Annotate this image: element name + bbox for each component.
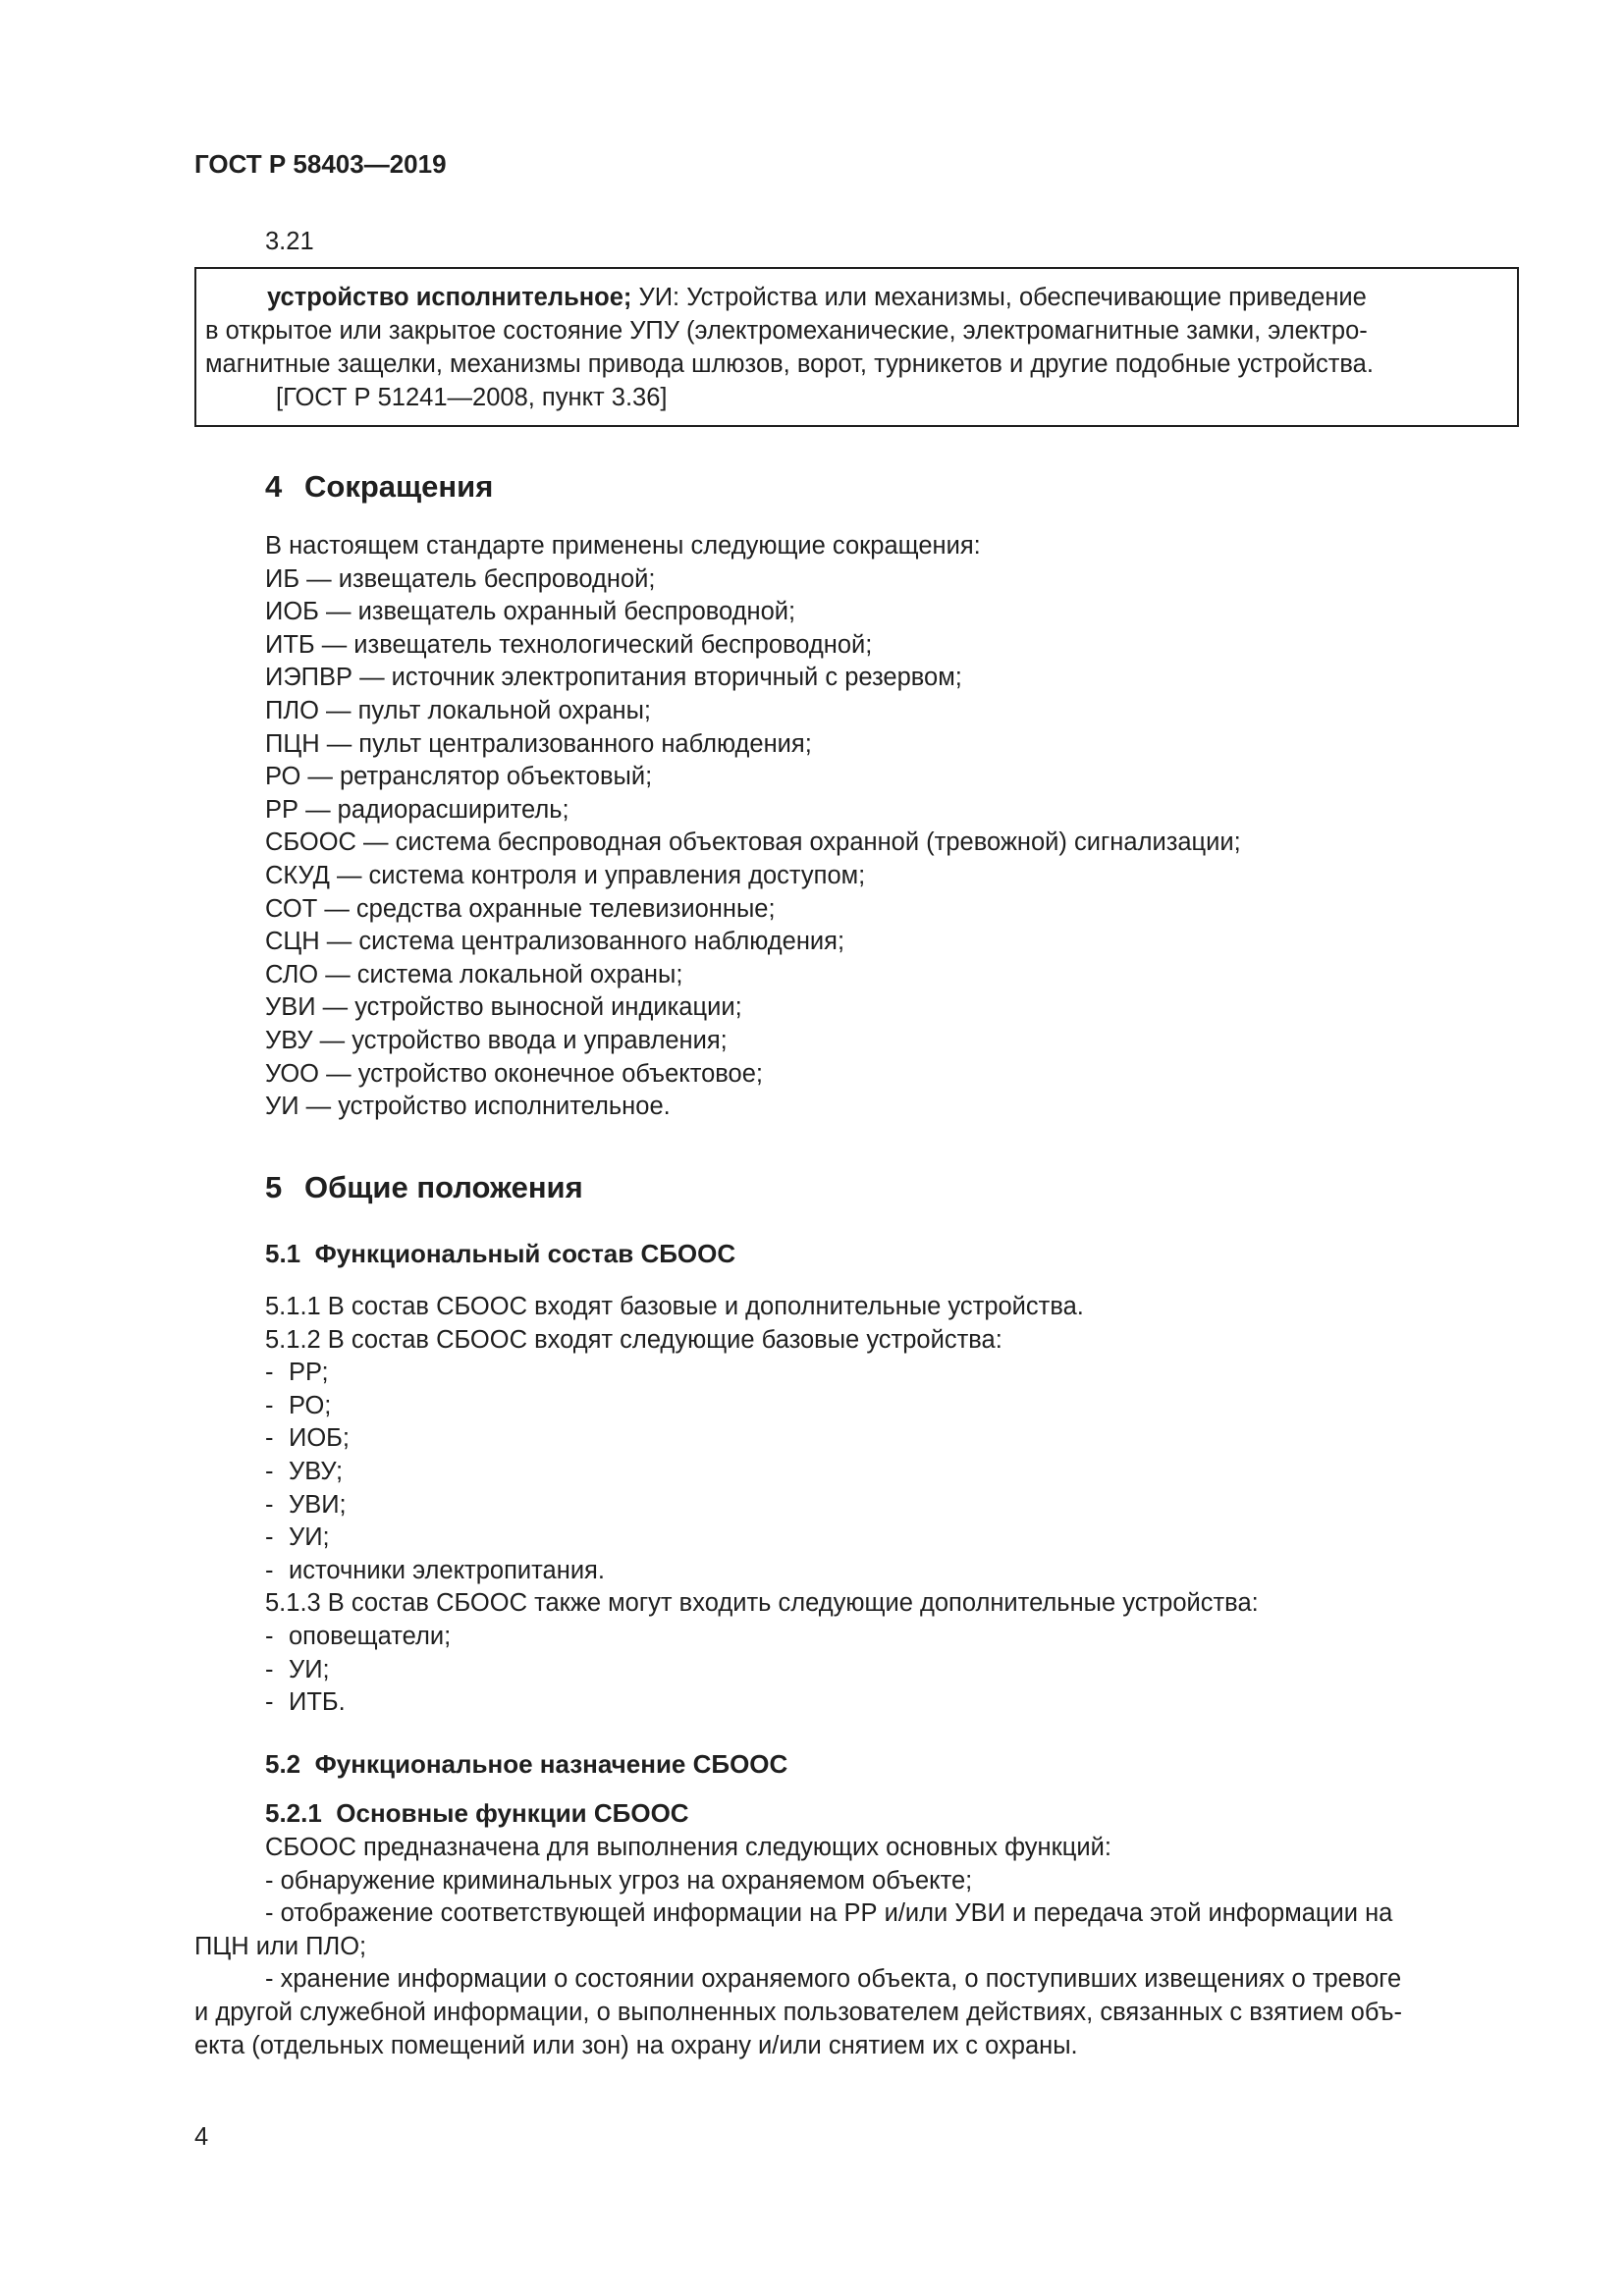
extra-devices-list [265, 1621, 1519, 1720]
abbreviations-block [265, 530, 1519, 1124]
list-dash: - [265, 1391, 274, 1419]
subsection-5-2-1-title: Основные функции СБООС [336, 1798, 689, 1828]
list-item [265, 1555, 1519, 1588]
list-item [265, 1489, 1519, 1522]
subsection-5-1-number: 5.1 [265, 1239, 301, 1268]
functions-block [194, 1832, 1519, 2062]
abbreviation-item: ИОБ — извещатель охранный беспроводной; [265, 598, 796, 626]
list-dash: - [265, 1523, 274, 1552]
list-item [265, 1686, 1519, 1720]
abbreviation-item: СЦН — система централизованного наблюдения; [265, 928, 845, 956]
abbreviation-item: СЛО — система локальной охраны; [265, 960, 683, 988]
composition-block [265, 1291, 1519, 1720]
abbreviation-item: ПЛО — пульт локальной охраны; [265, 696, 652, 724]
section-4-number: 4 [265, 469, 283, 504]
term-line-1 [205, 281, 1508, 314]
list-item [265, 1522, 1519, 1555]
paragraph-5-1-1: 5.1.1 В состав СБООС входят базовые и дополнительные устройства. [265, 1293, 1084, 1320]
list-item-text: источники электропитания. [289, 1556, 605, 1584]
list-item-text: УИ; [289, 1655, 330, 1683]
abbreviation-item: СКУД — система контроля и управления доступом; [265, 861, 866, 889]
function-item-2-line-2: ПЦН или ПЛО; [194, 1932, 367, 1960]
function-item-3-line-3: екта (отдельных помещений или зон) на охрану и/или снятием их с охраны. [194, 2031, 1078, 2059]
subsection-5-1-heading [265, 1239, 735, 1269]
document-code-header: ГОСТ Р 58403—2019 [194, 149, 447, 179]
abbreviation-item: СОТ — средства охранные телевизионные; [265, 894, 776, 923]
abbreviation-item: УИ — устройство исполнительное. [265, 1093, 671, 1121]
abbreviation-item: ИБ — извещатель беспроводной; [265, 564, 656, 593]
abbreviation-item: УОО — устройство оконечное объектовое; [265, 1059, 763, 1088]
paragraph-5-1-3: 5.1.3 В состав СБООС также могут входить следующие дополнительные устройства: [265, 1589, 1259, 1618]
section-5-number: 5 [265, 1170, 283, 1204]
list-item-text: УИ; [289, 1523, 330, 1552]
function-item-2-line-1: - отображение соответствующей информации на РР и/или УВИ и передача этой информации на [265, 1899, 1393, 1928]
abbreviation-item: СБООС — система беспроводная объектовая охранной (тревожной) сигнализации; [265, 828, 1241, 857]
function-item-3-line-2: и другой служебной информации, о выполненных пользователем действиях, связанных с взятием объ- [194, 1998, 1403, 2026]
list-item-text: РО; [289, 1391, 332, 1419]
list-item-text: УВУ; [289, 1457, 344, 1485]
abbreviation-item: РР — радиорасширитель; [265, 795, 569, 824]
functions-intro: СБООС предназначена для выполнения следующих основных функций: [265, 1834, 1111, 1861]
subsection-5-1-title: Функциональный состав СБООС [314, 1239, 736, 1268]
subsection-5-2-1-number: 5.2.1 [265, 1798, 322, 1828]
function-item-1: - обнаружение криминальных угроз на охраняемом объекте; [265, 1866, 973, 1895]
list-item [265, 1456, 1519, 1489]
subsection-5-2-title: Функциональное назначение СБООС [314, 1749, 788, 1779]
list-item-text: ИТБ. [289, 1688, 346, 1717]
abbreviation-item: УВИ — устройство выносной индикации; [265, 993, 742, 1022]
section-4-title: Сокращения [304, 469, 494, 504]
list-dash: - [265, 1655, 274, 1683]
term-line-3: магнитные защелки, механизмы привода шлюзов, ворот, турникетов и другие подобные устройства. [205, 350, 1374, 378]
list-item [265, 1654, 1519, 1687]
list-item [265, 1621, 1519, 1654]
list-item-text: оповещатели; [289, 1622, 452, 1650]
list-item-text: УВИ; [289, 1490, 347, 1519]
abbreviation-item: УВУ — устройство ввода и управления; [265, 1026, 728, 1054]
abbreviation-item: ПЦН — пульт централизованного наблюдения; [265, 729, 812, 758]
list-dash: - [265, 1424, 274, 1453]
list-dash: - [265, 1457, 274, 1485]
list-dash: - [265, 1490, 274, 1519]
section-4-heading [265, 469, 493, 505]
abbreviations-intro: В настоящем стандарте применены следующие сокращения: [265, 532, 981, 560]
list-item-text: ИОБ; [289, 1424, 350, 1453]
base-devices-list [265, 1357, 1519, 1587]
term-line-2: в открытое или закрытое состояние УПУ (электромеханические, электромагнитные замки, электро- [205, 317, 1368, 345]
abbreviation-item: РО — ретранслятор объектовый; [265, 763, 653, 791]
abbreviation-item: ИТБ — извещатель технологический беспроводной; [265, 630, 873, 659]
term-source: [ГОСТ Р 51241—2008, пункт 3.36] [276, 384, 668, 411]
function-item-3-line-1: - хранение информации о состоянии охраняемого объекта, о поступивших извещениях о тревоге [265, 1965, 1402, 1994]
subsection-5-2-number: 5.2 [265, 1749, 301, 1779]
term-name: устройство исполнительное; [267, 284, 632, 311]
section-5-heading [265, 1170, 583, 1205]
subsection-5-2-1-heading [265, 1798, 689, 1829]
list-item-text: РР; [289, 1359, 329, 1387]
list-item [265, 1390, 1519, 1423]
section-5-title: Общие положения [304, 1170, 583, 1204]
term-definition-start: УИ: Устройства или механизмы, обеспечивающие приведение [631, 284, 1367, 311]
subsection-5-2-heading [265, 1749, 787, 1780]
term-definition-box [194, 267, 1519, 427]
list-dash: - [265, 1622, 274, 1650]
list-dash: - [265, 1359, 274, 1387]
page-number: 4 [194, 2123, 209, 2151]
list-dash: - [265, 1556, 274, 1584]
list-item [265, 1422, 1519, 1456]
term-number: 3.21 [265, 228, 314, 255]
list-item [265, 1357, 1519, 1390]
list-dash: - [265, 1688, 274, 1717]
paragraph-5-1-2: 5.1.2 В состав СБООС входят следующие базовые устройства: [265, 1325, 1002, 1354]
abbreviation-item: ИЭПВР — источник электропитания вторичный с резервом; [265, 664, 962, 692]
